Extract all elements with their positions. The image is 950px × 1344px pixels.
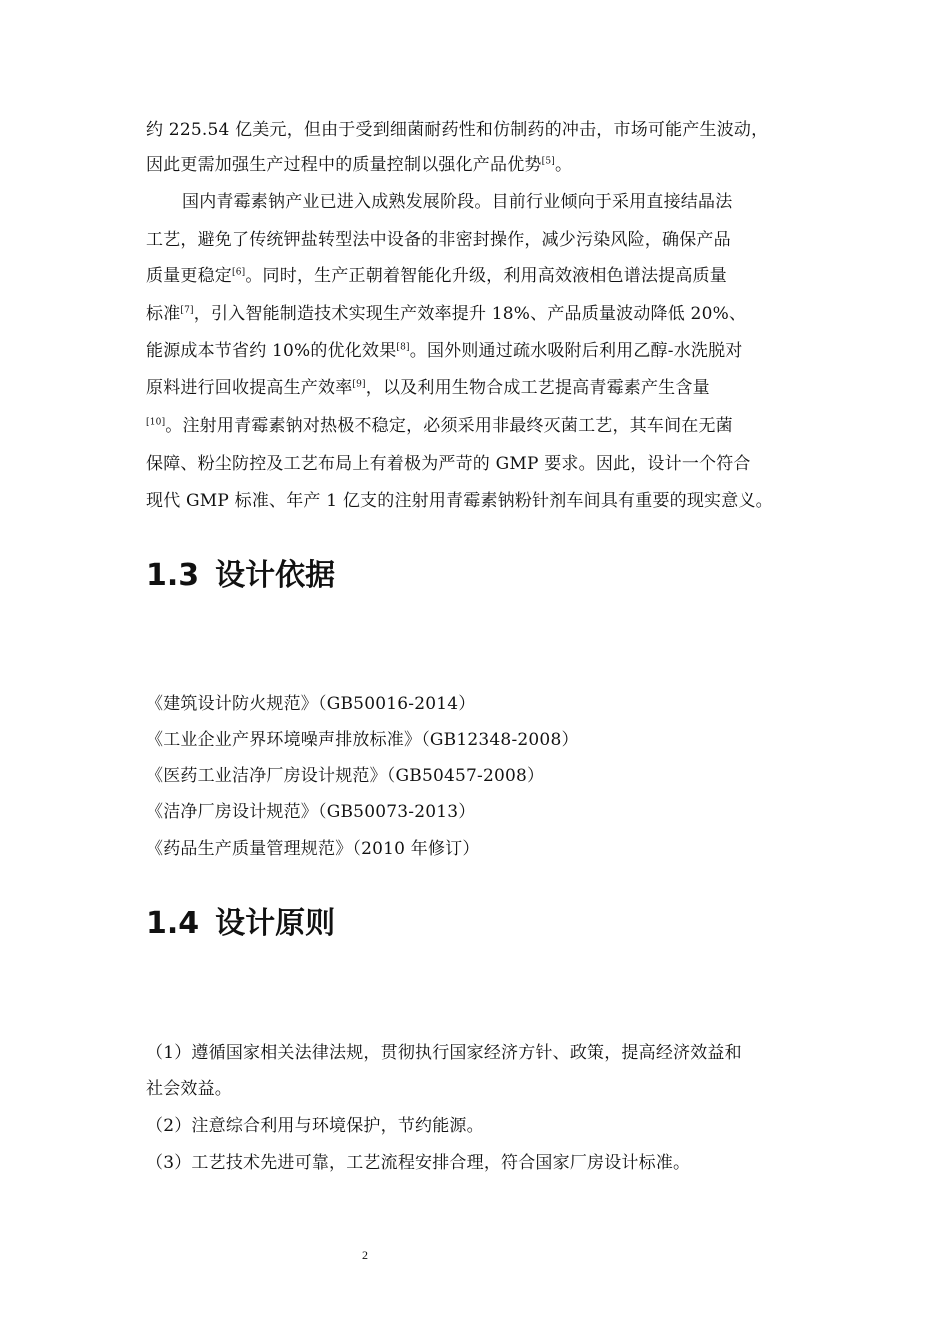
paragraph-2-line-8: 保障、粉尘防控及工艺布局上有着极为严苛的 GMP 要求。因此，设计一个符合 — [146, 454, 751, 474]
paragraph-1-line-1: 约 225.54 亿美元，但由于受到细菌耐药性和仿制药的冲击，市场可能产生波动， — [146, 120, 769, 140]
section-heading-1-4 — [146, 904, 335, 944]
paragraph-text: 。国外则通过疏水吸附后利用乙醇-水洗脱对 — [409, 341, 743, 361]
paragraph-text: ，以及利用生物合成工艺提高青霉素产生含量 — [365, 378, 710, 398]
citation-ref: [10] — [146, 417, 166, 428]
paragraph-text: 原料进行回收提高生产效率 — [146, 378, 353, 398]
section-title: 设计依据 — [215, 558, 336, 593]
paragraph-2-line-4 — [146, 302, 746, 326]
citation-ref: [5] — [541, 156, 555, 167]
paragraph-2-line-1: 国内青霉素钠产业已进入成熟发展阶段。目前行业倾向于采用直接结晶法 — [182, 192, 733, 212]
paragraph-text: 能源成本节省约 10%的优化效果 — [146, 341, 397, 361]
paragraph-1-line-2 — [146, 153, 572, 177]
section-heading-1-3 — [146, 556, 335, 596]
principle-item-1-line-1: （1）遵循国家相关法律法规，贯彻执行国家经济方针、政策，提高经济效益和 — [146, 1043, 742, 1063]
standard-item: 《医药工业洁净厂房设计规范》（GB50457-2008） — [146, 766, 545, 786]
paragraph-2-line-2: 工艺，避免了传统钾盐转型法中设备的非密封操作，减少污染风险，确保产品 — [146, 230, 731, 250]
paragraph-2-line-3 — [146, 264, 727, 288]
section-number: 1.3 — [146, 558, 200, 593]
page-number: 2 — [362, 1248, 368, 1262]
citation-ref: [9] — [352, 379, 366, 390]
citation-ref: [8] — [396, 342, 410, 353]
paragraph-2-line-5 — [146, 339, 743, 363]
citation-ref: [6] — [232, 267, 246, 278]
paragraph-text: ，引入智能制造技术实现生产效率提升 18%、产品质量波动降低 20%、 — [193, 304, 747, 324]
section-number: 1.4 — [146, 906, 200, 941]
paragraph-2-line-6 — [146, 376, 710, 400]
paragraph-text: 标准 — [146, 304, 181, 324]
citation-ref: [7] — [180, 305, 194, 316]
principle-item-3: （3）工艺技术先进可靠，工艺流程安排合理，符合国家厂房设计标准。 — [146, 1153, 691, 1173]
paragraph-text: 。注射用青霉素钠对热极不稳定，必须采用非最终灭菌工艺，其车间在无菌 — [165, 416, 733, 436]
section-title: 设计原则 — [215, 906, 336, 941]
paragraph-text: 因此更需加强生产过程中的质量控制以强化产品优势 — [146, 155, 542, 175]
paragraph-2-line-9: 现代 GMP 标准、年产 1 亿支的注射用青霉素钠粉针剂车间具有重要的现实意义。 — [146, 491, 773, 511]
paragraph-text: 。同时，生产正朝着智能化升级，利用高效液相色谱法提高质量 — [245, 266, 727, 286]
standard-item: 《药品生产质量管理规范》（2010 年修订） — [146, 839, 480, 859]
principle-item-2: （2）注意综合利用与环境保护，节约能源。 — [146, 1116, 484, 1136]
principle-item-1-line-2: 社会效益。 — [146, 1079, 232, 1099]
standard-item: 《洁净厂房设计规范》（GB50073-2013） — [146, 802, 476, 822]
paragraph-text: 质量更稳定 — [146, 266, 232, 286]
paragraph-2-line-7 — [146, 414, 733, 438]
standard-item: 《工业企业产界环境噪声排放标准》（GB12348-2008） — [146, 730, 579, 750]
paragraph-text: 。 — [554, 155, 573, 175]
standard-item: 《建筑设计防火规范》（GB50016-2014） — [146, 694, 476, 714]
